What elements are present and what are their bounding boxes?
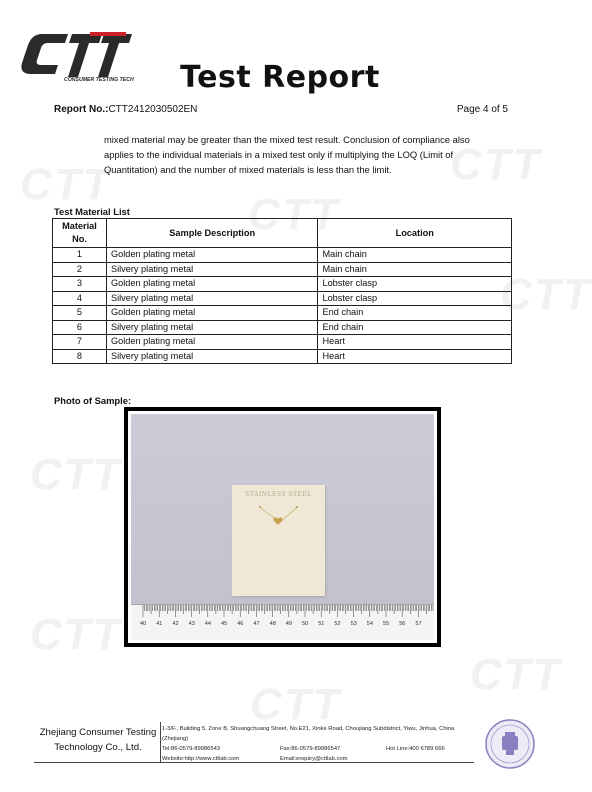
table-row bbox=[53, 248, 512, 263]
logo-tagline: CONSUMER TESTING TECH bbox=[64, 77, 134, 83]
ruler-label: 48 bbox=[269, 621, 276, 627]
ruler-label: 41 bbox=[156, 621, 163, 627]
ruler-label: 47 bbox=[253, 621, 260, 627]
description-cell: Silvery plating metal bbox=[106, 349, 318, 364]
footer-contact-info bbox=[162, 724, 482, 764]
material-no-cell: 7 bbox=[53, 335, 107, 350]
footer-address: 1-3/F., Building 5, Zone B, Shuangchuang Street, No.E21, Xinke Road, Choujiang Subdistrict, Yiwu, Jinhua, China bbox=[162, 726, 455, 732]
footer-tel: Tel:86-0579-89986543 bbox=[162, 746, 221, 752]
description-cell: Golden plating metal bbox=[106, 277, 318, 292]
report-number-value: CTT2412030502EN bbox=[108, 104, 198, 115]
footer-fax: Fax:86-0579-89986547 bbox=[280, 746, 341, 752]
ruler-label: 50 bbox=[302, 621, 309, 627]
location-cell: End chain bbox=[318, 306, 512, 321]
ruler-label: 51 bbox=[318, 621, 325, 627]
ruler-label: 46 bbox=[237, 621, 244, 627]
footer-phone-row bbox=[162, 744, 482, 754]
report-number-label: Report No.: bbox=[54, 104, 109, 115]
ruler-label: 49 bbox=[285, 621, 293, 627]
sample-photo-frame bbox=[124, 407, 441, 647]
watermark: CTT bbox=[248, 190, 340, 239]
intro-paragraph bbox=[104, 132, 504, 177]
intro-line: Quantitation) and the number of mixed materials is less than the limit. bbox=[104, 164, 392, 175]
watermark: CTT bbox=[250, 680, 342, 729]
ruler-label: 42 bbox=[172, 621, 179, 627]
ruler-labels bbox=[131, 621, 434, 631]
location-cell: Main chain bbox=[318, 248, 512, 263]
ruler-label: 55 bbox=[383, 621, 390, 627]
description-cell: Golden plating metal bbox=[106, 248, 318, 263]
ruler-label: 53 bbox=[350, 621, 357, 627]
material-no-cell: 5 bbox=[53, 306, 107, 321]
material-list-title: Test Material List bbox=[54, 206, 130, 217]
location-cell: End chain bbox=[318, 320, 512, 335]
photo-title: Photo of Sample: bbox=[54, 395, 132, 406]
ruler-label: 57 bbox=[415, 621, 422, 627]
footer-address: (Zhejiang) bbox=[162, 736, 189, 742]
location-cell: Heart bbox=[318, 349, 512, 364]
header-text: Material bbox=[62, 221, 97, 231]
measuring-ruler bbox=[131, 604, 434, 640]
report-header bbox=[0, 0, 560, 120]
ruler-label: 43 bbox=[188, 621, 195, 627]
column-header-material bbox=[53, 219, 107, 248]
watermark: CTT bbox=[20, 160, 112, 209]
watermark: CTT bbox=[30, 450, 122, 499]
table-row bbox=[53, 306, 512, 321]
company-name-line: Zhejiang Consumer Testing bbox=[39, 727, 157, 738]
description-cell: Silvery plating metal bbox=[106, 320, 318, 335]
page-number: Page 4 of 5 bbox=[456, 104, 508, 115]
report-number bbox=[54, 104, 197, 115]
footer-website[interactable]: Website:http://www.cttlab.com bbox=[162, 756, 240, 762]
header-text: No. bbox=[72, 234, 87, 244]
location-cell: Main chain bbox=[318, 262, 512, 277]
jewelry-card bbox=[232, 485, 325, 596]
ruler-label: 56 bbox=[399, 621, 406, 627]
footer-hotline: Hot Line:400 6789 666 bbox=[386, 746, 445, 752]
ruler-label: 40 bbox=[140, 621, 147, 627]
ruler-label: 44 bbox=[204, 621, 212, 627]
card-brand-text: STAINLESS STEEL bbox=[245, 491, 312, 498]
watermark: CTT bbox=[500, 270, 592, 319]
watermark: CTT bbox=[30, 610, 122, 659]
description-cell: Golden plating metal bbox=[106, 306, 318, 321]
material-table bbox=[52, 218, 512, 364]
description-cell: Silvery plating metal bbox=[106, 291, 318, 306]
column-header-location: Location bbox=[318, 219, 512, 248]
footer-divider bbox=[160, 722, 161, 762]
table-row bbox=[53, 277, 512, 292]
company-name-line: Technology Co., Ltd. bbox=[54, 742, 142, 753]
material-no-cell: 2 bbox=[53, 262, 107, 277]
location-cell: Lobster clasp bbox=[318, 291, 512, 306]
footer-email[interactable]: Email:enquiry@cttlab.com bbox=[280, 756, 348, 762]
table-row bbox=[53, 291, 512, 306]
necklace-image bbox=[232, 495, 325, 555]
certification-seal-icon bbox=[484, 718, 536, 770]
table-row bbox=[53, 320, 512, 335]
table-row bbox=[53, 349, 512, 364]
description-cell: Golden plating metal bbox=[106, 335, 318, 350]
location-cell: Lobster clasp bbox=[318, 277, 512, 292]
footer-company bbox=[34, 725, 162, 755]
intro-line: applies to the individual materials in a mixed test only if multiplying the LOQ (Limit of bbox=[104, 149, 454, 160]
ruler-label: 45 bbox=[221, 621, 228, 627]
footer-rule bbox=[34, 762, 474, 763]
material-no-cell: 8 bbox=[53, 349, 107, 364]
material-no-cell: 3 bbox=[53, 277, 107, 292]
table-row bbox=[53, 335, 512, 350]
intro-line: mixed material may be greater than the mixed test result. Conclusion of compliance also bbox=[104, 134, 470, 145]
table-row bbox=[53, 262, 512, 277]
sample-photo bbox=[131, 414, 434, 640]
material-no-cell: 6 bbox=[53, 320, 107, 335]
table-header-row bbox=[53, 219, 512, 248]
column-header-description: Sample Description bbox=[106, 219, 318, 248]
ruler-ticks bbox=[131, 604, 434, 622]
description-cell: Silvery plating metal bbox=[106, 262, 318, 277]
watermark: CTT bbox=[450, 140, 542, 189]
page-title: Test Report bbox=[180, 60, 380, 95]
ruler-label: 54 bbox=[366, 621, 374, 627]
location-cell: Heart bbox=[318, 335, 512, 350]
material-no-cell: 4 bbox=[53, 291, 107, 306]
ruler-label: 52 bbox=[334, 621, 341, 627]
material-no-cell: 1 bbox=[53, 248, 107, 263]
watermark: CTT bbox=[470, 650, 562, 699]
